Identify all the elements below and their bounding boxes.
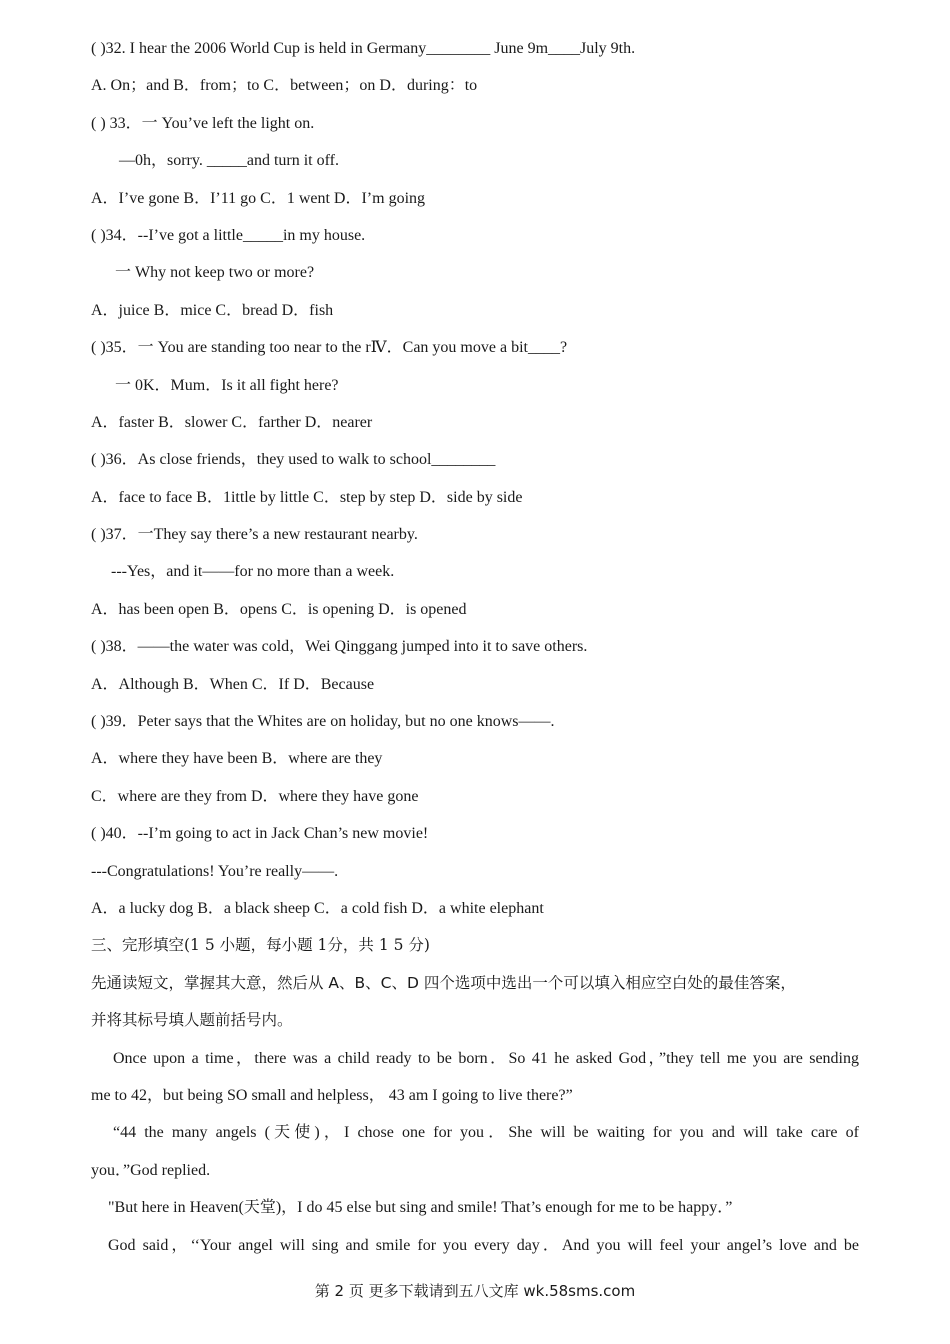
question-35-dialog: 一 0K．Mum．Is it all fight here? [115, 376, 339, 394]
question-38-options: A．Although B．When C．If D．Because [91, 675, 375, 693]
question-38-stem: ( )38．——the water was cold，Wei Qinggang jumped into it to save others. [91, 638, 588, 656]
question-40-options: A．a lucky dog B．a black sheep C．a cold fish D．a white elephant [91, 899, 544, 917]
exam-content [91, 30, 859, 1264]
question-32-options: A. On；and B．from；to C．between；on D．during：to [91, 77, 478, 95]
question-35-stem: ( )35．一 You are standing too near to the rⅣ．Can you move a bit____? [91, 339, 568, 357]
question-33-dialog: —0h，sorry. _____and turn it off. [119, 152, 339, 170]
passage-line-4: you．”God replied. [91, 1161, 211, 1179]
passage-line-2: me to 42，but being SO small and helpless， 43 am I going to live there?” [91, 1086, 573, 1104]
question-37-stem: ( )37．一They say there’s a new restaurant nearby. [91, 526, 418, 544]
question-35-options: A．faster B．slower C．farther D．nearer [91, 413, 373, 431]
question-36-options: A．face to face B．1ittle by little C．step by step D．side by side [91, 488, 523, 506]
question-34-dialog: 一 Why not keep two or more? [115, 264, 315, 282]
section-title: 三、完形填空(1 5 小题，每小题 1分，共 1 5 分) [91, 936, 430, 955]
section-instruction-1: 先通读短文，掌握其大意，然后从 A、B、C、D 四个选项中选出一个可以填入相应空白处的最佳答案， [91, 973, 796, 992]
question-33-options: A．I’ve gone B．I’11 go C．1 went D．I’m going [91, 189, 426, 207]
question-39-stem: ( )39．Peter says that the Whites are on holiday, but no one knows——. [91, 713, 555, 731]
passage-line-6: God said，‘‘Your angel will sing and smile for you every day．And you will feel your angel’s love and be [108, 1236, 859, 1254]
question-33-stem: ( ) 33．一 You’ve left the light on. [91, 114, 315, 132]
question-34-options: A．juice B．mice C．bread D．fish [91, 301, 334, 319]
page-footer: 第 2 页 更多下载请到五八文库 wk.58sms.com [314, 1282, 636, 1300]
passage-line-3: “44 the many angels (天使)，I chose one for you．She will be waiting for you and will take care of [113, 1124, 859, 1142]
section-instruction-2: 并将其标号填人题前括号内。 [91, 1011, 293, 1030]
passage-line-1: Once upon a time，there was a child ready to be born．So 41 he asked God，”they tell me you are sending [113, 1049, 859, 1067]
question-40-stem: ( )40．--I’m going to act in Jack Chan’s new movie! [91, 825, 429, 843]
passage-line-5: "But here in Heaven(天堂)，I do 45 else but sing and smile! That’s enough for me to be happy．” [108, 1199, 733, 1217]
question-37-dialog: ---Yes，and it——for no more than a week. [111, 563, 395, 581]
question-37-options: A．has been open B．opens C．is opening D．is opened [91, 600, 467, 618]
question-32-stem: ( )32. I hear the 2006 World Cup is held in Germany________ June 9m____July 9th. [91, 40, 636, 57]
question-40-dialog: ---Congratulations! You’re really——. [91, 862, 339, 880]
question-34-stem: ( )34．--I’ve got a little_____in my house. [91, 226, 366, 244]
question-39-options-2: C．where are they from D．where they have gone [91, 787, 419, 805]
question-39-options-1: A．where they have been B．where are they [91, 750, 383, 768]
question-36-stem: ( )36．As close friends，they used to walk to school________ [91, 451, 496, 469]
